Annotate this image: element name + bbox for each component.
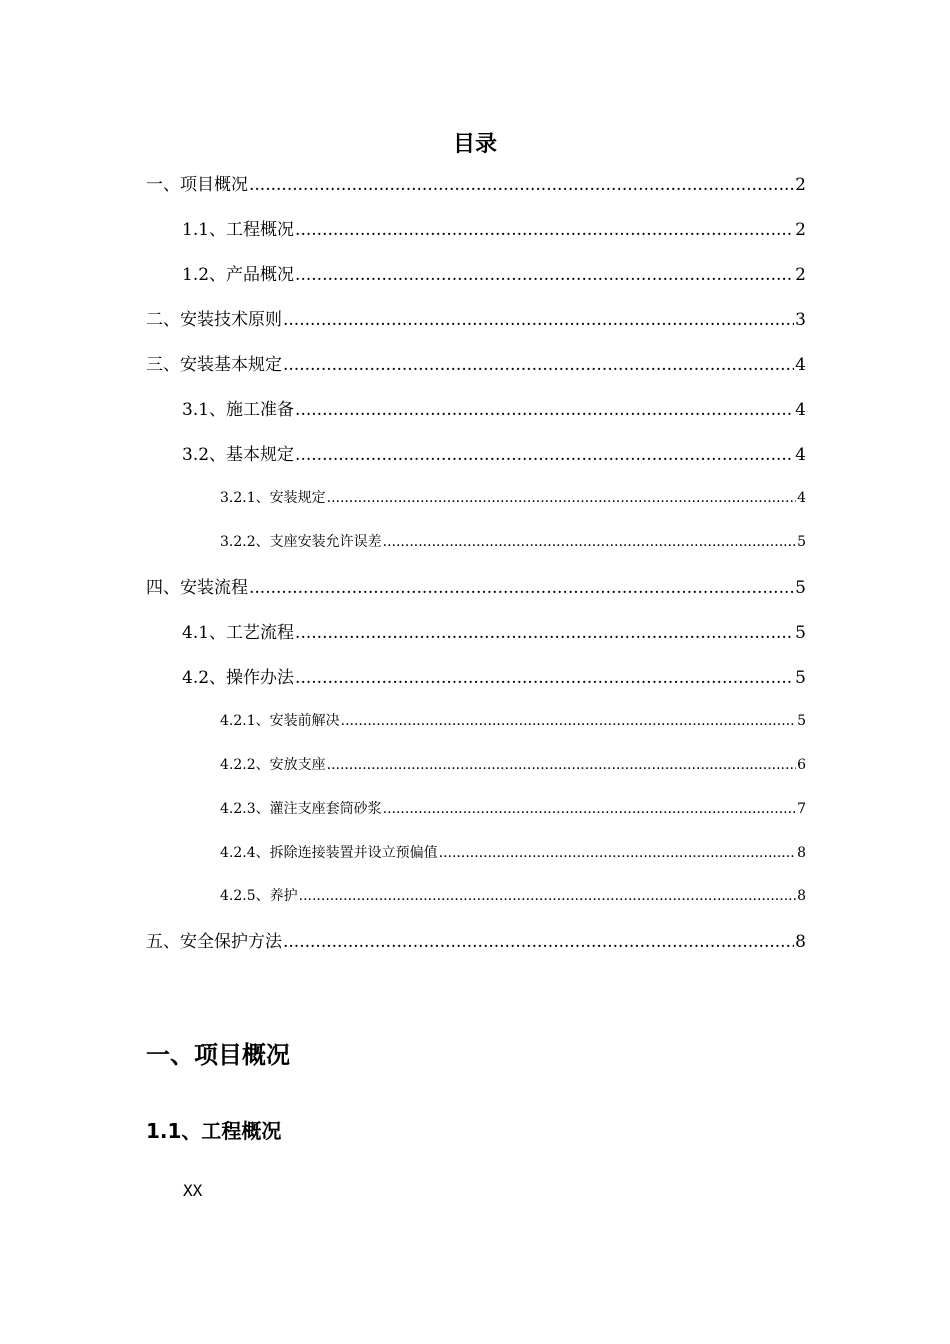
toc-entry-page: 2 — [795, 220, 806, 240]
toc-leader-dots — [299, 888, 796, 904]
toc-entry-label: 4.2.1、安装前解决 — [220, 713, 340, 729]
toc-entry-label: 五、安全保护方法 — [146, 932, 282, 952]
toc-entry[interactable] — [220, 842, 806, 862]
toc-entry-page: 4 — [795, 400, 806, 420]
toc-entry-page: 8 — [797, 888, 806, 904]
toc-entry-label: 4.2.2、安放支座 — [220, 757, 326, 773]
toc-entry[interactable] — [146, 305, 806, 330]
toc-entry-label: 四、安装流程 — [146, 578, 248, 598]
toc-leader-dots — [295, 623, 794, 643]
toc-entry[interactable] — [182, 618, 806, 643]
toc-leader-dots — [383, 534, 796, 550]
toc-leader-dots — [295, 668, 794, 688]
toc-leader-dots — [327, 490, 796, 506]
toc-entry-page: 4 — [795, 445, 806, 465]
toc-entry-label: 3.2.2、支座安装允许误差 — [220, 534, 382, 550]
toc-entry[interactable] — [220, 885, 806, 905]
toc-entry-page: 8 — [797, 845, 806, 861]
toc-leader-dots — [283, 932, 794, 952]
toc-entry[interactable] — [220, 487, 806, 507]
toc-entry-label: 一、项目概况 — [146, 175, 248, 195]
toc-entry-page: 2 — [795, 265, 806, 285]
toc-entry[interactable] — [182, 215, 806, 240]
toc-entry-page: 3 — [795, 310, 806, 330]
toc-entry-label: 4.2、操作办法 — [182, 668, 295, 688]
toc-entry-page: 8 — [795, 932, 806, 952]
toc-entry-page: 5 — [795, 623, 806, 643]
toc-leader-dots — [249, 175, 794, 195]
toc-leader-dots — [327, 757, 796, 773]
toc-entry-label: 二、安装技术原则 — [146, 310, 282, 330]
toc-entry-label: 三、安装基本规定 — [146, 355, 282, 375]
toc-entry[interactable] — [220, 531, 806, 551]
toc-entry-page: 5 — [797, 713, 806, 729]
toc-entry[interactable] — [220, 798, 806, 818]
toc-entry-label: 4.1、工艺流程 — [182, 623, 295, 643]
subsection-heading: 1.1、工程概况 — [146, 1119, 282, 1143]
toc-leader-dots — [341, 713, 796, 729]
body-paragraph: XX — [183, 1181, 203, 1200]
toc-leader-dots — [439, 845, 796, 861]
toc-entry[interactable] — [182, 440, 806, 465]
toc-leader-dots — [295, 265, 794, 285]
toc-leader-dots — [283, 355, 794, 375]
toc-entry-label: 1.1、工程概况 — [182, 220, 295, 240]
toc-entry[interactable] — [182, 395, 806, 420]
toc-entry-page: 2 — [795, 175, 806, 195]
toc-entry-page: 4 — [797, 490, 806, 506]
toc-entry-label: 1.2、产品概况 — [182, 265, 295, 285]
toc-entry[interactable] — [146, 573, 806, 598]
toc-leader-dots — [249, 578, 794, 598]
toc-entry-label: 4.2.4、拆除连接装置并设立预偏值 — [220, 845, 438, 861]
toc-title: 目录 — [452, 132, 497, 157]
toc-entry[interactable] — [146, 927, 806, 952]
toc-entry-label: 3.1、施工准备 — [182, 400, 295, 420]
toc-entry-page: 5 — [795, 668, 806, 688]
toc-entry-label: 3.2、基本规定 — [182, 445, 295, 465]
toc-entry[interactable] — [146, 350, 806, 375]
section-heading: 一、项目概况 — [146, 1041, 290, 1069]
toc-leader-dots — [295, 400, 794, 420]
toc-entry-page: 5 — [797, 534, 806, 550]
toc-entry[interactable] — [146, 170, 806, 195]
toc-entry-label: 4.2.5、养护 — [220, 888, 298, 904]
toc-entry[interactable] — [182, 260, 806, 285]
toc-leader-dots — [295, 445, 794, 465]
toc-entry-label: 3.2.1、安装规定 — [220, 490, 326, 506]
toc-entry-page: 5 — [795, 578, 806, 598]
toc-entry[interactable] — [220, 710, 806, 730]
toc-entry[interactable] — [182, 663, 806, 688]
toc-entry[interactable] — [220, 754, 806, 774]
toc-entry-label: 4.2.3、灌注支座套筒砂浆 — [220, 801, 382, 817]
toc-entry-page: 6 — [797, 757, 806, 773]
toc-leader-dots — [295, 220, 794, 240]
toc-leader-dots — [283, 310, 794, 330]
toc-entry-page: 4 — [795, 355, 806, 375]
toc-entry-page: 7 — [797, 801, 806, 817]
toc-leader-dots — [383, 801, 796, 817]
